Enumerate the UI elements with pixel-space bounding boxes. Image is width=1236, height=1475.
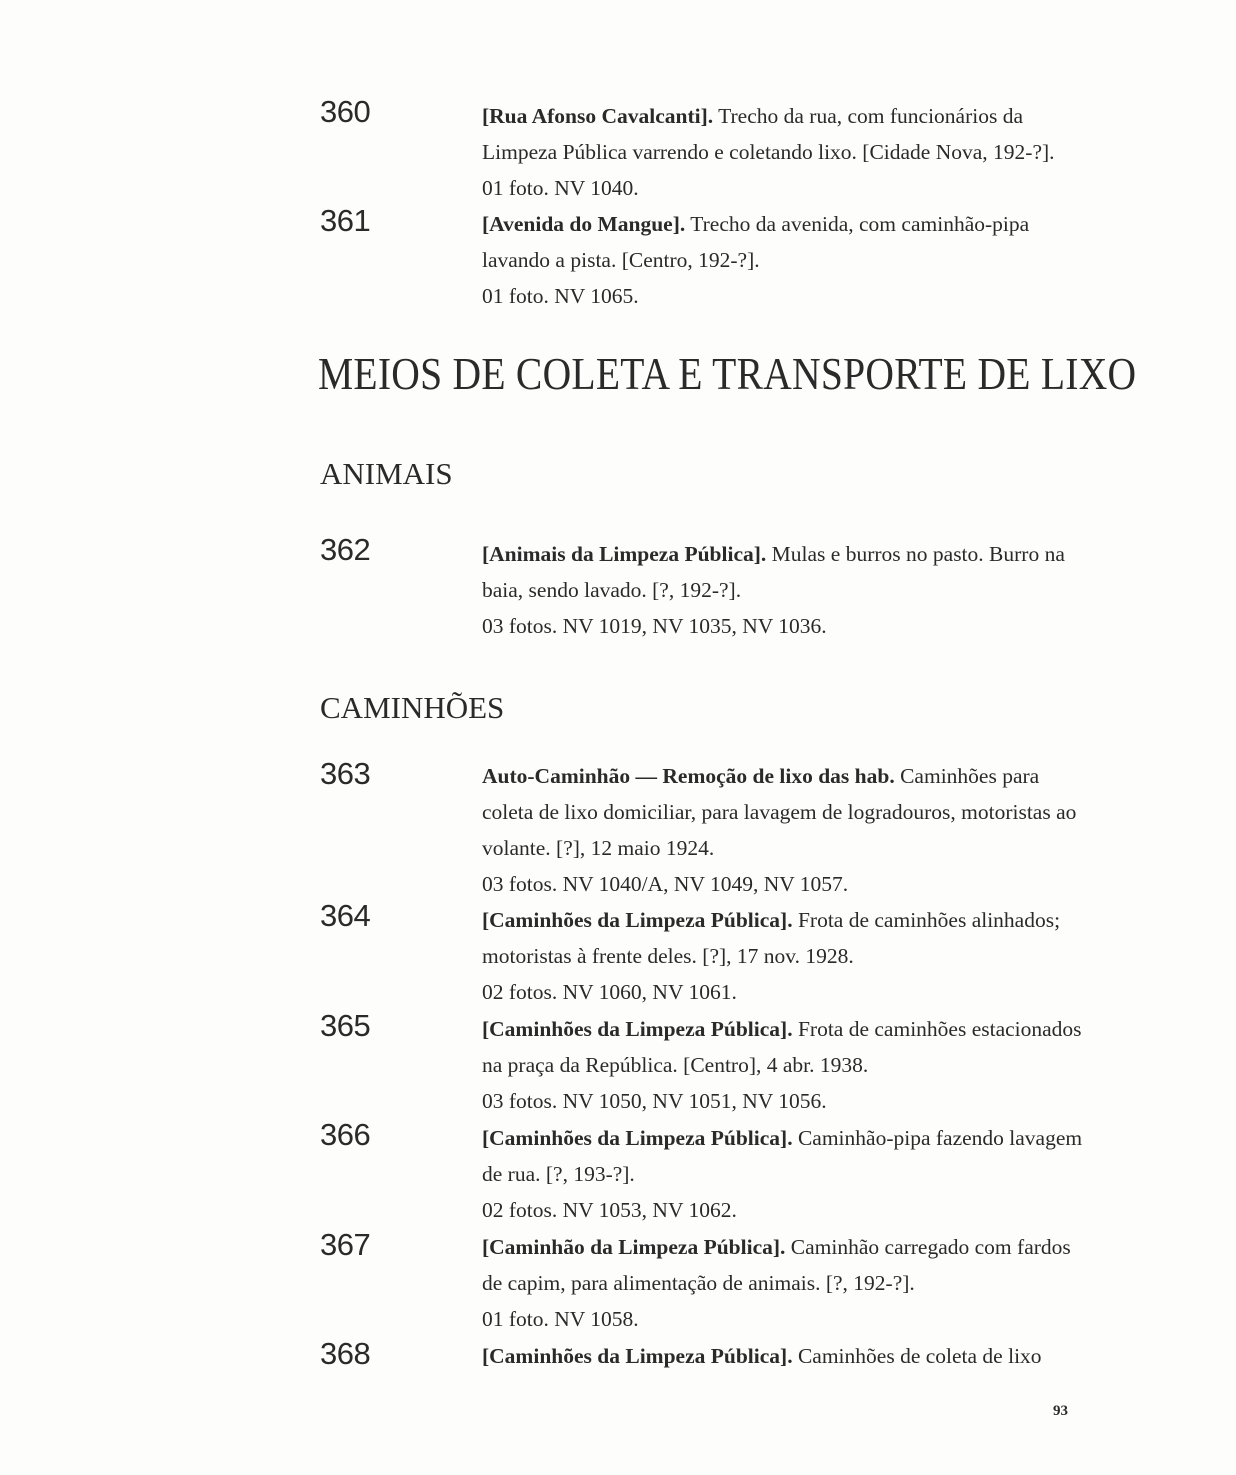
entry-line: motoristas à frente deles. [?], 17 nov. 1928. xyxy=(482,944,854,968)
entry-number: 361 xyxy=(320,203,371,238)
entry-text-rest: Mulas e burros no pasto. Burro na xyxy=(766,542,1065,566)
entry-line xyxy=(482,902,1082,938)
entry-photo-ref: 01 foto. NV 1065. xyxy=(482,284,639,308)
entry-description xyxy=(482,98,1082,206)
entry-title: [Caminhões da Limpeza Pública]. xyxy=(482,908,793,932)
entry-text-rest: Trecho da avenida, com caminhão-pipa xyxy=(685,212,1030,236)
entry-description xyxy=(482,758,1082,902)
entry-line: de capim, para alimentação de animais. [?, 192-?]. xyxy=(482,1271,915,1295)
entry-title: [Animais da Limpeza Pública]. xyxy=(482,542,767,566)
entry-description xyxy=(482,206,1082,314)
entry-line xyxy=(482,536,1082,572)
entry-text-rest: Caminhão carregado com fardos xyxy=(785,1235,1071,1259)
entry-line: baia, sendo lavado. [?, 192-?]. xyxy=(482,578,742,602)
entry-description xyxy=(482,902,1082,1010)
entry-photo-ref: 03 fotos. NV 1040/A, NV 1049, NV 1057. xyxy=(482,872,849,896)
entry-number: 362 xyxy=(320,532,371,567)
entry-number: 366 xyxy=(320,1117,371,1152)
entry-title: [Caminhões da Limpeza Pública]. xyxy=(482,1017,793,1041)
entry-description xyxy=(482,1120,1082,1228)
entry-title: [Avenida do Mangue]. xyxy=(482,212,686,236)
entry-line: volante. [?], 12 maio 1924. xyxy=(482,836,715,860)
entry-title: [Caminhões da Limpeza Pública]. xyxy=(482,1126,793,1150)
entry-line xyxy=(482,1338,1082,1374)
entry-line: na praça da República. [Centro], 4 abr. 1938. xyxy=(482,1053,869,1077)
entry-line xyxy=(482,758,1082,794)
section-main-heading: MEIOS DE COLETA E TRANSPORTE DE LIXO xyxy=(318,348,1137,399)
entry-line xyxy=(482,1011,1082,1047)
entry-text-rest: Caminhões de coleta de lixo xyxy=(792,1344,1042,1368)
entry-photo-ref: 01 foto. NV 1040. xyxy=(482,176,639,200)
page-number: 93 xyxy=(1053,1403,1068,1419)
entry-photo-ref: 02 fotos. NV 1060, NV 1061. xyxy=(482,980,737,1004)
entry-title: [Caminhão da Limpeza Pública]. xyxy=(482,1235,786,1259)
entry-number: 367 xyxy=(320,1227,371,1262)
entry-number: 364 xyxy=(320,898,371,933)
entry-title: [Caminhões da Limpeza Pública]. xyxy=(482,1344,793,1368)
entry-number: 360 xyxy=(320,94,371,129)
entry-description xyxy=(482,1338,1082,1374)
entry-photo-ref: 01 foto. NV 1058. xyxy=(482,1307,639,1331)
entry-line xyxy=(482,1229,1082,1265)
entry-number: 365 xyxy=(320,1008,371,1043)
entry-text-rest: Caminhão-pipa fazendo lavagem xyxy=(792,1126,1083,1150)
entry-number: 368 xyxy=(320,1336,371,1371)
entry-photo-ref: 03 fotos. NV 1050, NV 1051, NV 1056. xyxy=(482,1089,827,1113)
entry-description xyxy=(482,1011,1082,1119)
entry-text-rest: Frota de caminhões estacionados xyxy=(792,1017,1082,1041)
entry-text-rest: Trecho da rua, com funcionários da xyxy=(713,104,1024,128)
section-heading-caminhoes: CAMINHÕES xyxy=(320,690,505,725)
entry-line: coleta de lixo domiciliar, para lavagem de logradouros, motoristas ao xyxy=(482,800,1077,824)
entry-text-rest: Frota de caminhões alinhados; xyxy=(792,908,1061,932)
entry-photo-ref: 03 fotos. NV 1019, NV 1035, NV 1036. xyxy=(482,614,827,638)
entry-line: Limpeza Pública varrendo e coletando lixo. [Cidade Nova, 192-?]. xyxy=(482,140,1055,164)
entry-description xyxy=(482,536,1082,644)
section-heading-animais: ANIMAIS xyxy=(320,456,453,491)
entry-number: 363 xyxy=(320,756,371,791)
entry-description xyxy=(482,1229,1082,1337)
entry-title: [Rua Afonso Cavalcanti]. xyxy=(482,104,714,128)
entry-line xyxy=(482,206,1082,242)
entry-title: Auto-Caminhão — Remoção de lixo das hab. xyxy=(482,764,895,788)
entry-photo-ref: 02 fotos. NV 1053, NV 1062. xyxy=(482,1198,737,1222)
entry-line xyxy=(482,1120,1082,1156)
entry-text-rest: Caminhões para xyxy=(894,764,1040,788)
entry-line xyxy=(482,98,1082,134)
entry-line: de rua. [?, 193-?]. xyxy=(482,1162,635,1186)
entry-line: lavando a pista. [Centro, 192-?]. xyxy=(482,248,760,272)
